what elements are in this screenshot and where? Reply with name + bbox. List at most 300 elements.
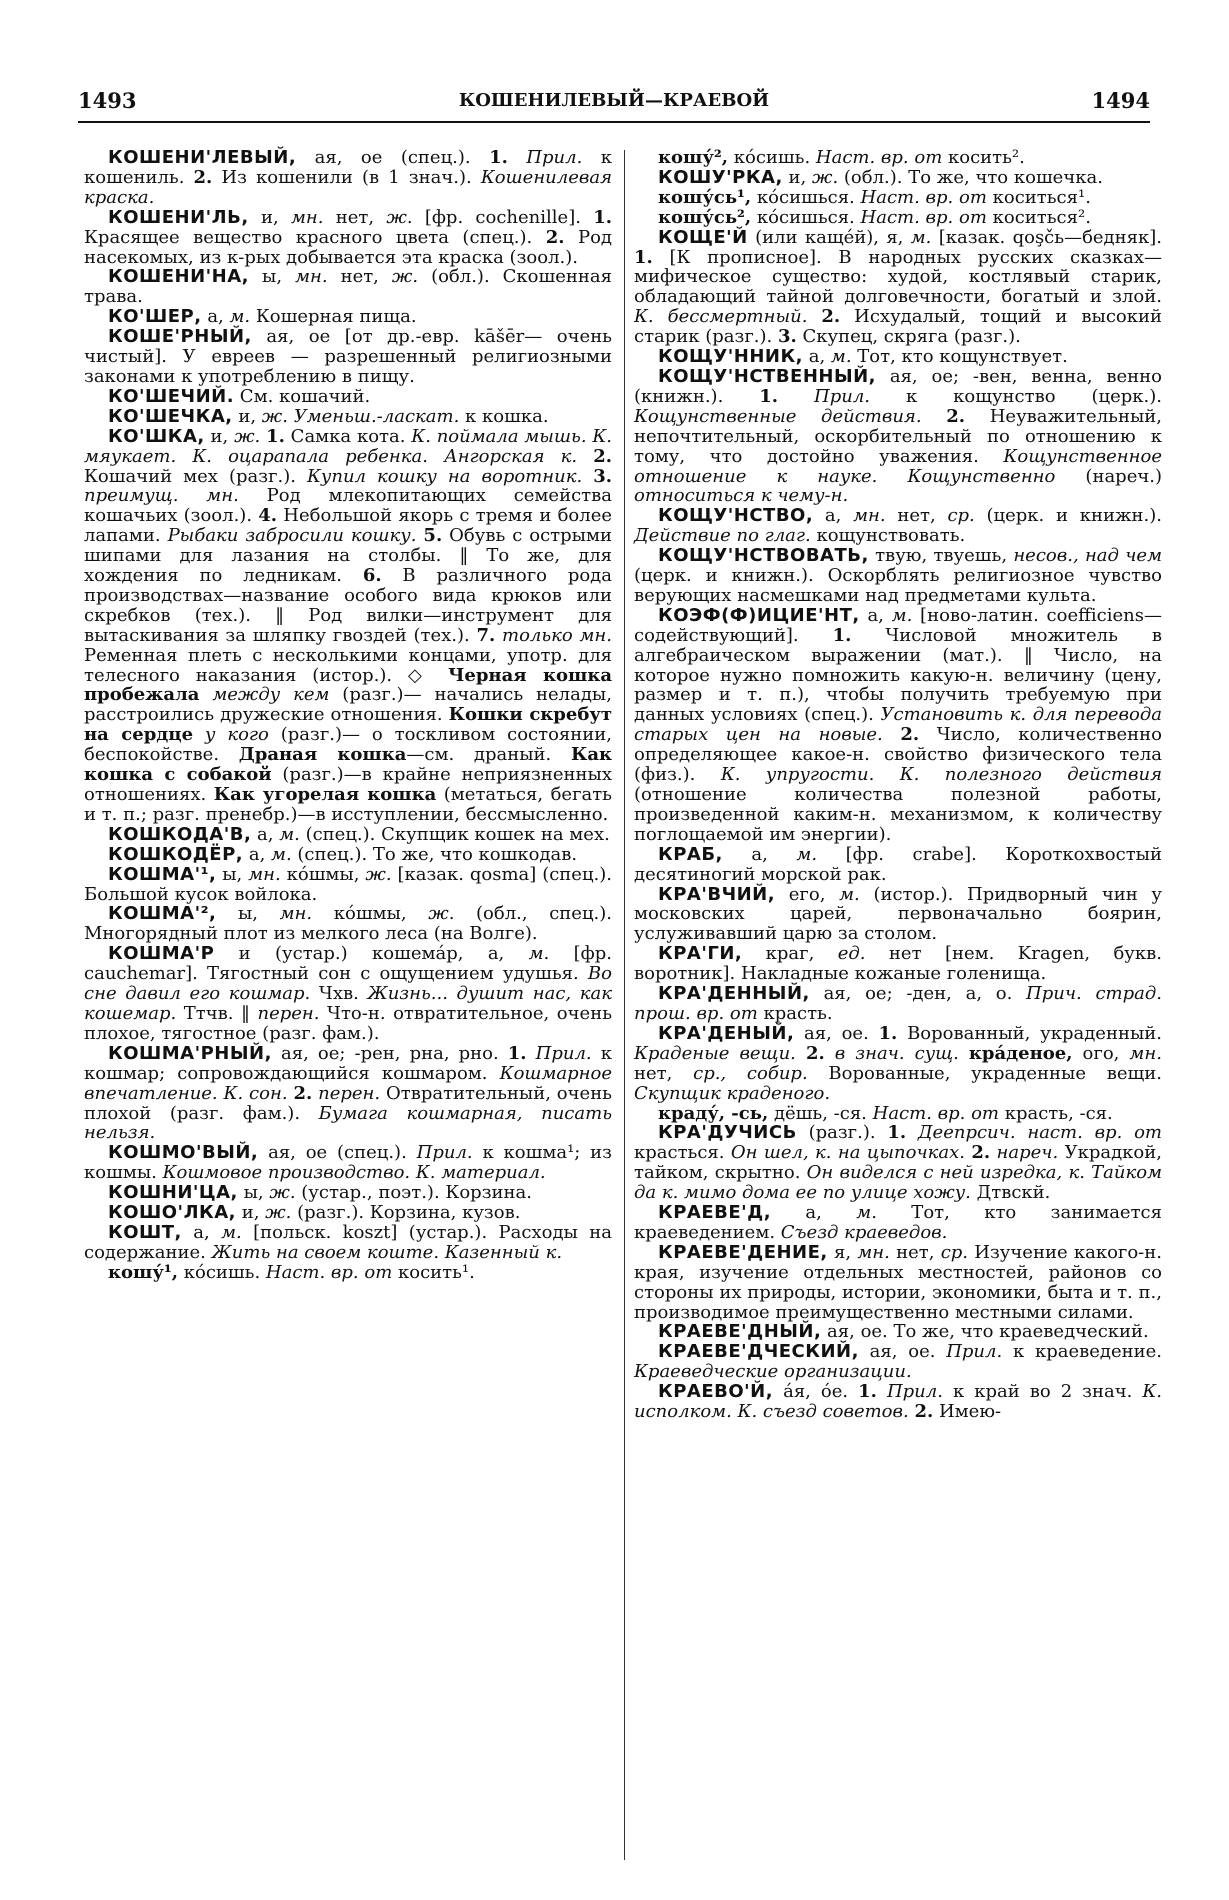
definition-text: нет [нем. Kragen, букв. воротник]. Накладные кожаные голенища. [634,943,1162,985]
definition-text: Числовой множитель в алгебраическом выражении (мат.). ‖ Число, на которое нужно помножить какую-н. величину (цену, размер и т. п.), чтобы получить требуемую при данных условиях (спец.). [634,624,1163,726]
definition-text: Что-н. отвратительное, очень плохое, тягостное (разг. фам.). [84,1002,612,1044]
definition-text: ы, [237,1182,270,1204]
definition-text: ы, [216,863,249,885]
dictionary-entry [84,1223,612,1263]
headword: КО'ШЕЧИЙ. [108,385,235,407]
dictionary-entry [634,546,1162,606]
form-label: 2. [821,306,841,328]
definition-text: [казак. qoşčь—бедняк]. [931,226,1162,248]
form-label: 3. [593,465,612,487]
definition-text: к кошма¹; из кошмы. [84,1142,612,1184]
grammar-label: ж. [428,903,455,925]
grammar-label: мн. [279,903,313,925]
grammar-label: м. [839,883,860,905]
example-text: Бумага кошмарная, писать нельзя. [84,1102,612,1144]
headword: КРАЕВЕ'Д, [658,1202,772,1224]
form-label: крáденое, [968,1042,1073,1064]
grammar-label: Наст. вр. от [265,1261,393,1283]
definition-text: Неуважительный, непочтительный, оскорбительный по отношению к тому, что достойно уважения. [634,405,1162,467]
definition-text: (спец.). Скупщик кошек на мех. [299,823,610,845]
form-label: Как кошка с собакой [84,744,612,786]
definition-text: áя, óе. [773,1381,859,1403]
definition-text: и, [204,425,235,447]
definition-text: краг, [742,943,838,965]
definition-text [778,386,814,407]
definition-text: кóшмы, [280,863,366,885]
definition-text: (разг.). Корзина, кузов. [291,1202,521,1224]
form-label: 2. [193,166,213,188]
grammar-label: ж. [234,425,261,447]
dictionary-entry [84,267,612,307]
headword: КОШКОДА'В, [108,823,252,845]
grammar-label: ж. [386,206,413,228]
example-text: Купил кошку на воротник. [307,465,583,487]
dictionary-entry [634,944,1162,984]
grammar-label: м. [271,843,292,865]
example-text: Кошенилевая краска. [84,166,613,208]
form-label: 1. [489,147,508,168]
definition-text: и, [248,206,291,228]
dictionary-entry [634,1123,1162,1203]
definition-text: а, [243,843,272,865]
dictionary-entry [84,865,612,905]
definition-text: Ременная плеть с несколькими концами, употр. для телесного наказания (истор.). ◇ [84,644,612,686]
definition-text: ая, ое. То же, что краеведческий. [821,1321,1149,1343]
definition-text: красть, -ся. [999,1102,1113,1124]
headword: КРАЕВЕ'ДНЫЙ, [658,1321,822,1343]
example-text: Он виделся с ней изредка, к. Тайком да к. мимо дома ее по улице хожу. [634,1162,1162,1204]
definition-text: Изучение какого-н. края, изучение отдельных местностей, районов со стороны их природы, истории, экономики, быта и т. п., производимое преимущественно местными силами. [634,1241,1162,1323]
headword: КОЭФ(Ф)ИЦИЕ'НТ, [658,604,860,626]
example-text: Он шел, к. на цыпочках. [730,1142,966,1164]
definition-text [877,1381,887,1402]
form-label: краду́, -сь, [658,1102,769,1124]
dictionary-entry [634,228,1162,347]
header-rule [78,121,1150,123]
definition-text: ая, ое; -ден, а, о. [809,983,1027,1005]
headword: КОЩУ'НСТВО, [658,505,814,527]
headword: КОШМО'ВЫЙ, [108,1142,259,1164]
example-text: Кощунственные действия. [634,405,922,427]
definition-text: а, [771,1202,857,1224]
definition-text: [фр. cochenille]. [412,206,594,228]
definition-text: [фр. cauchemar]. Тягостный сон с ощущением удушья. [84,943,612,985]
grammar-label: ж. [269,1182,296,1204]
example-text: К. бессмертный. [634,306,808,328]
form-label: 1. [634,246,653,268]
form-label: Как угорелая кошка [213,784,437,805]
dictionary-entry [634,1382,1162,1422]
dictionary-entry [84,1044,612,1144]
dictionary-entry [84,1203,612,1223]
definition-text: косить². [942,147,1025,168]
definition-text [508,147,526,168]
grammar-label: перен. [257,1002,320,1024]
definition-text: и, [236,1202,266,1224]
headword: КОШЕНИ'НА, [108,266,250,288]
dictionary-entry [634,168,1162,188]
form-label: 2. [545,226,565,248]
form-label: 2. [900,724,920,746]
headword: КОЩУ'ННИК, [658,346,804,368]
definition-text: [польск. koszt] (устар.). Расходы на содержание. [84,1221,612,1263]
dictionary-entry [634,845,1162,885]
dictionary-entry [84,427,612,825]
form-label: 1. [266,425,285,447]
example-text: К. упругости. К. полезного действия [720,764,1162,786]
example-text: К. исполком. К. съезд советов. [634,1381,1163,1423]
definition-text: нет, [323,206,387,228]
grammar-label: ж. [261,405,288,427]
grammar-label: Наст. вр. от [815,147,943,168]
definition-text: кóсишь. [728,147,816,168]
example-text: Рыбаки забросили кошку. [167,525,417,547]
dictionary-entry [84,148,612,208]
grammar-label: Наст. вр. от [872,1102,999,1124]
definition-text: к краеведение. [1002,1341,1162,1363]
definition-text: Род насекомых, из к-рых добывается эта краска (зоол.). [84,226,612,268]
dictionary-entry [84,407,612,427]
definition-text: В различного рода производствах—название особого вида крюков или скребков (тех.). ‖ Род вилки—инструмент для вытаскивания за шляпку гвоздей (тех.). [84,565,612,646]
form-label: Черная кошка пробежала [84,664,612,706]
definition-text: а, [201,306,230,328]
definition-text: ая, ое; -рен, рна, рно. [271,1042,508,1064]
definition-text: коситься¹. [986,186,1091,208]
grammar-label: ж. [391,266,419,288]
definition-text: коситься². [986,206,1091,228]
dictionary-entry [634,1243,1162,1323]
dictionary-entry [634,1104,1162,1124]
example-text: Во сне давил его кошмар. [84,963,612,1005]
definition-text: (разг.). [796,1122,888,1144]
grammar-label: Прил. [535,1042,592,1064]
dictionary-entry [84,944,612,1044]
definition-text: (разг.)— начались нелады, расстроились дружеские отношения. [84,684,612,726]
definition-text: [ново-латин. coefficiens—содействующий]. [634,604,1162,646]
headword: КО'ШЕЧКА, [108,405,233,427]
definition-text: (спец.). То же, что кошкодав. [291,843,578,865]
grammar-label: Прил. [814,385,870,407]
definition-text: Отвратительный, очень плохой (разг. фам.). [84,1082,612,1124]
form-label: 2. [805,1042,825,1064]
definition-text: Ттчв. ‖ [176,1002,258,1024]
dictionary-entry [634,208,1162,228]
example-text: К. поймала мышь. К. мяукает. К. оцарапала ребенка. Ангорская к. [84,425,612,467]
headword: КОШМА'Р [108,943,215,965]
definition-text: нет, [327,266,392,288]
form-label: кошу́сь¹, [658,186,752,208]
definition-text: ая, ое (спец.). [296,147,490,168]
definition-text: твую, твуешь, [868,545,1014,567]
headword: КРА'ДЕННЫЙ, [658,983,810,1005]
definition-text: его, [775,883,840,905]
definition-text: и, [782,166,812,188]
form-label: 1. [593,206,613,228]
form-label: Кошки скребут на сердце [84,704,612,746]
definition-text [199,684,212,705]
definition-text: [казак. qosma] (спец.). Большой кусок войлока. [84,863,612,905]
definition-text: кóсишься. [751,186,861,208]
grammar-label: Уменьш.-ласкат. [293,405,460,427]
headword: КРА'ВЧИЙ, [658,883,776,905]
definition-text: Кошачий мех (разг.). [84,465,307,487]
definition-text: я, [827,1241,858,1263]
definition-text: (истор.). Придворный чин у московских царей, первоначально боярин, услуживавший царю за столом. [634,883,1162,945]
example-text: относиться к чему-н. [634,485,849,507]
form-label: 1. [858,1381,877,1403]
definition-text: к кошениль. [84,147,612,188]
definition-text [883,724,901,745]
definition-text: ого, [1072,1042,1130,1064]
grammar-label: м. [830,346,852,368]
definition-text: Ворованные, украденные вещи. [807,1062,1162,1084]
grammar-label: мн. [1129,1042,1162,1064]
headword: КОШО'ЛКА, [108,1202,236,1224]
form-label: кошу́², [658,147,729,168]
definition-text: Род млекопитающих семейства кошачьих (зоол.). [84,485,612,527]
grammar-label: несов., над чем [1013,545,1162,567]
dictionary-entry [634,188,1162,208]
grammar-label: в знач. сущ. [834,1042,959,1064]
definition-text: кóсишься. [751,206,861,228]
definition-text [825,1043,835,1064]
definition-text: кóсишь. [178,1261,266,1283]
dictionary-entry [634,367,1162,506]
column-divider [624,150,625,1860]
page-header [78,88,1150,118]
definition-text: ая, ое (спец.). [258,1142,417,1164]
definition-text: дёшь, -ся. [768,1102,873,1124]
definition-text [193,724,205,745]
form-label: 1. [887,1122,907,1144]
grammar-label: мн. [248,863,281,885]
definition-text: (обл., спец.). Многорядный плот из мелкого леса (на Волге). [84,903,612,945]
running-title: КОШЕНИЛЕВЫЙ—КРАЕВОЙ [458,90,770,111]
definition-text: Обувь с острыми шипами для лазания на столбы. ‖ То же, для хождения по ледникам. [84,525,612,587]
grammar-label: ж. [812,166,839,188]
definition-text: (обл.). То же, что кошечка. [838,166,1103,188]
definition-text: ы, [216,903,280,925]
headword: КОШТ, [108,1221,182,1243]
definition-text: кóшмы, [312,903,429,925]
left-column [84,148,612,1283]
definition-text: Ворованный, украденный. [897,1022,1162,1044]
grammar-label: м. [528,943,550,965]
headword: КРАБ, [658,843,723,865]
definition-text: а, [859,604,892,626]
definition-text: (или кащéй), я, [747,226,911,248]
definition-text: и, [232,405,262,427]
dictionary-entry [634,984,1162,1024]
definition-text: красть. [757,1002,833,1024]
grammar-label: Прил. [886,1381,943,1403]
example-text: Краденые вещи. [634,1042,796,1064]
definition-text [959,1043,969,1064]
form-label: 1. [759,385,779,407]
definition-text: ая, ое. [858,1341,947,1363]
definition-text: Из кошенили (в 1 знач.). [212,166,481,188]
dictionary-entry [634,885,1162,945]
definition-text: и (устар.) кошемáр, а, [214,943,529,965]
form-label: 3. [777,326,797,348]
definition-text: [фр. crabe]. Короткохвостый десятиногий морской рак. [634,843,1163,885]
definition-text: (нареч.) [1055,465,1162,487]
definition-text: Красящее вещество красного цвета (спец.). [84,226,546,248]
grammar-label: у кого [204,724,269,746]
grammar-label: Прил. [416,1142,473,1164]
grammar-label: м. [891,604,913,626]
grammar-label: м. [796,843,818,865]
grammar-label: Прил. [946,1341,1003,1363]
dictionary-entry [634,1342,1162,1382]
headword: КРА'ДЕНЫЙ, [658,1022,795,1044]
grammar-label: мн. [290,206,324,228]
form-label: 1. [878,1022,898,1044]
definition-text: а, [813,505,854,527]
dictionary-entry [84,904,612,944]
dictionary-entry [634,347,1162,367]
example-text: Действие по глаг. [634,525,811,547]
definition-text [807,306,821,327]
headword: КОШМА'РНЫЙ, [108,1042,272,1064]
page-number-left: 1493 [78,88,137,113]
example-text: Кошмовое производство. К. материал. [162,1162,546,1184]
grammar-label: Наст. вр. от [860,206,987,228]
dictionary-entry [634,506,1162,546]
form-label: 2. [914,1401,934,1423]
definition-text [922,406,947,427]
right-column [634,148,1162,1422]
headword: КОШКОДЁР, [108,843,244,865]
dictionary-entry [84,208,612,268]
grammar-label: м. [229,306,251,328]
grammar-label: м. [856,1202,877,1224]
grammar-label: мн. [295,266,328,288]
definition-text: а, [722,843,797,865]
grammar-label: Деепрcич. наст. вр. от [917,1122,1162,1144]
headword: КРАЕВЕ'ДЧЕСКИЙ, [658,1341,859,1363]
headword: КРАЕВЕ'ДЕНИЕ, [658,1241,828,1263]
grammar-label: м. [910,226,932,248]
dictionary-entry [84,307,612,327]
headword: КОШЕ'РНЫЙ, [108,326,252,348]
definition-text: —см. драный. [406,744,571,766]
headword: КО'ШЕР, [108,306,202,328]
definition-text: (церк. и книжн.). Оскорблять религиозное чувство верующих насмешками над предметами культа. [634,565,1162,606]
example-text: Кощунственное отношение к науке. Кощунственно [634,445,1162,487]
definition-text: (церк. и книжн.). [974,505,1162,527]
form-label: 5. [423,525,443,547]
grammar-label: Прил. [526,147,583,168]
grammar-label: ж. [265,1202,292,1224]
grammar-label: ср. [940,1241,969,1263]
example-text: Кошмарное впечатление. К. сон. [84,1062,612,1104]
example-text: Съезд краеведов. [780,1221,948,1243]
dictionary-entry [84,1143,612,1183]
definition-text: Тот, кто занимается краеведением. [634,1202,1162,1243]
form-label: кошу́¹, [108,1261,179,1283]
definition-text: нет, [885,505,948,527]
definition-text: Украдкой, тайком, скрытно. [634,1142,1162,1184]
dictionary-entry [634,1024,1162,1104]
example-text: Скупщик краденого. [634,1082,831,1104]
definition-text: красться. [634,1142,731,1164]
form-label: 4. [258,505,278,527]
grammar-label: только мн. [502,624,612,646]
form-label: 1. [507,1042,527,1064]
example-text: Установить к. для перевода старых цен на новые. [634,704,1162,746]
headword: КОШМА'², [108,903,217,925]
headword: КОШУ'РКА, [658,166,783,188]
definition-text: ы, [249,266,296,288]
example-text: Жить на своем коште. Казенный к. [211,1241,563,1263]
dictionary-entry [634,1322,1162,1342]
grammar-label: мн. [857,1241,890,1263]
headword: КОШНИ'ЦА, [108,1182,238,1204]
dictionary-entry [84,327,612,387]
example-text: Краеведческие организации. [634,1361,912,1383]
example-text: Жизнь... душит нас, как кошемар. [84,983,612,1024]
grammar-label: между кем [212,684,330,706]
dictionary-entry [84,387,612,407]
headword: КРАЕВО'Й, [658,1381,774,1403]
definition-text: (отношение количества полезной работы, произведенной каким-н. механизмом, к количеству поглощаемой им энергии). [634,784,1162,845]
definition-text: Скупец, скряга (разг.). [796,326,1021,348]
definition-text: косить¹. [392,1261,475,1283]
grammar-label: Прич. страд. прош. вр. от [634,983,1162,1024]
grammar-label: ср., собир. [693,1062,808,1084]
form-label: 1. [832,624,852,646]
definition-text: к кошмар; сопровождающийся кошмаром. [84,1042,612,1084]
definition-text: Число, количественно определяющее какое-н. свойство физического тела (физ.). [634,724,1162,786]
dictionary-entry [634,606,1162,845]
definition-text: ая, ое. [794,1022,879,1044]
definition-text: См. кошачий. [234,385,371,407]
grammar-label: ед. [837,943,866,965]
definition-text: Дтвскй. [970,1182,1051,1204]
form-label: 2. [946,405,966,427]
form-label: 6. [362,565,382,587]
headword: КО'ШКА, [108,425,205,447]
definition-text: нет, [889,1241,941,1263]
headword: КОШЕНИ'ЛЬ, [108,206,249,228]
definition-text: (разг.)—в крайне неприязненных отношениях. [84,764,612,805]
grammar-label: ср. [947,505,975,527]
form-label: 2. [971,1142,991,1164]
dictionary-entry [84,1183,612,1203]
definition-text: [К прописное]. В народных русских сказках—мифическое существо: худой, костлявый старик, обладающий тайной долговечности, богатый и злой. [634,246,1162,308]
definition-text: (устар., поэт.). Корзина. [295,1182,532,1204]
dictionary-entry [634,148,1162,168]
definition-text [495,625,502,646]
definition-text: нет, [634,1062,694,1084]
definition-text: ая, ое; -вен, венна, венно (книжн.). [634,365,1162,407]
headword: КОШМА'¹, [108,863,217,885]
grammar-label: ж. [365,863,392,885]
definition-text: к кощунство (церк.). [870,385,1162,407]
grammar-label: нареч. [996,1142,1059,1164]
definition-text: Исхудалый, тощий и высокий старик (разг.). [634,306,1162,348]
dictionary-entry [634,1203,1162,1243]
definition-text: (разг.)— о тоскливом состоянии, беспокойстве. [84,724,612,766]
definition-text [906,1122,918,1143]
headword: КРА'ГИ, [658,943,743,965]
grammar-label: м. [279,823,300,845]
definition-text: кощунствовать. [810,525,966,547]
definition-text [796,1043,806,1064]
headword: КОЩЕ'Й [658,226,748,248]
page-number-right: 1494 [1091,88,1150,113]
